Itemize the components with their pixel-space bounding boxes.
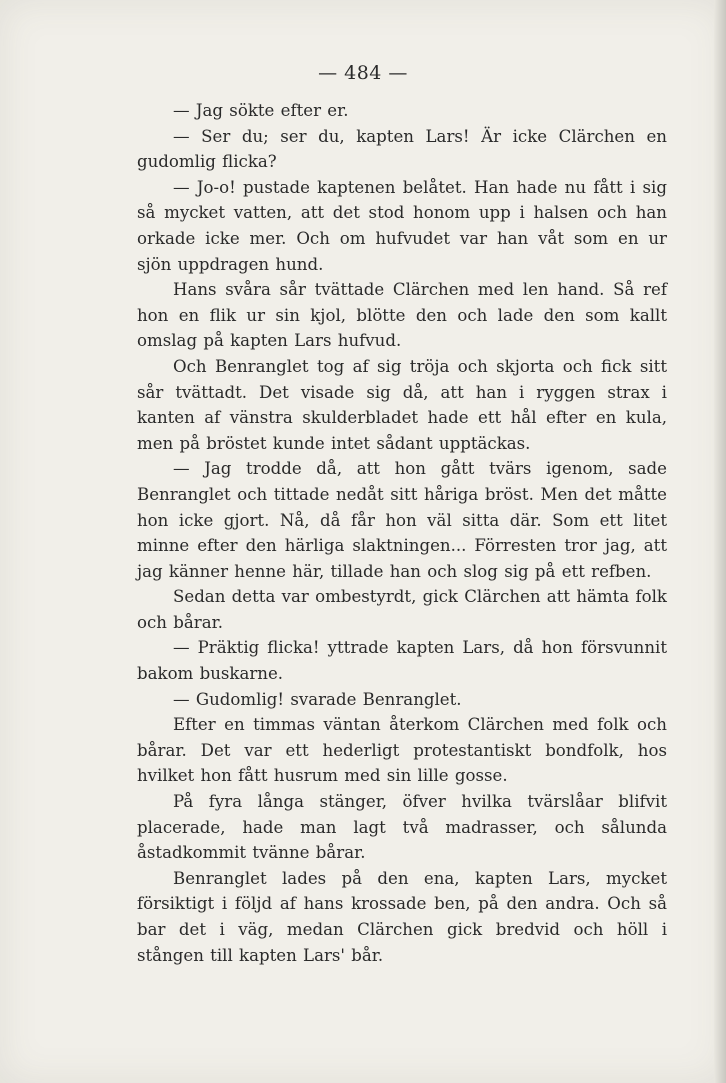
paragraph-3: — Jo-o! pustade kaptenen belåtet. Han hade nu fått i sig så mycket vatten, att det stod honom upp i halsen och han orkade icke mer. Och om hufvudet var han våt som en ur sjön uppdragen hund. xyxy=(137,177,667,274)
paragraph-4: Hans svåra sår tvättade Clärchen med len hand. Så ref hon en flik ur sin kjol, blötte den och lade den som kallt omslag på kapten Lars hufvud. xyxy=(137,280,667,351)
paragraph-5: Och Benranglet tog af sig tröja och skjorta och fick sitt sår tvättadt. Det visade sig då, att han i ryggen strax i kanten af vänstra skulderbladet hade ett hål efter en kula, men på bröstet kunde intet sådant upptäckas. xyxy=(137,356,667,453)
paragraph-8: — Präktig flicka! yttrade kapten Lars, då hon försvunnit bakom buskarne. xyxy=(137,638,667,684)
paragraph-6: — Jag trodde då, att hon gått tvärs igenom, sade Benranglet och tittade nedåt sitt håriga bröst. Men det måtte hon icke gjort. Nå, då får hon väl sitta där. Som ett litet minne efter den härliga slaktningen... Förresten tror jag, att jag känner henne här, tillade han och slog sig på ett refben. xyxy=(137,459,667,581)
paragraph-2: — Ser du; ser du, kapten Lars! Är icke Clärchen en gudomlig flicka? xyxy=(137,126,667,172)
page-edge-shadow xyxy=(714,0,726,1083)
paragraph-1: — Jag sökte efter er. xyxy=(173,101,349,120)
paragraph-12: Benranglet lades på den ena, kapten Lars, mycket försiktigt i följd af hans krossade ben, på den andra. Och så bar det i väg, medan Clärchen gick bredvid och höll i stången till kapten Lars' bår. xyxy=(137,868,667,965)
paragraph-11: På fyra långa stänger, öfver hvilka tvärslåar blifvit placerade, hade man lagt två madrasser, och sålunda åstadkommit tvänne bårar. xyxy=(137,792,667,863)
paragraph-10: Efter en timmas väntan återkom Clärchen med folk och bårar. Det var ett hederligt protestantiskt bondfolk, hos hvilket hon fått husrum med sin lille gosse. xyxy=(137,715,667,786)
paragraph-9: — Gudomlig! svarade Benranglet. xyxy=(173,689,462,709)
page-number: — 484 — xyxy=(318,62,408,84)
body-text xyxy=(137,98,667,968)
paragraph-7: Sedan detta var ombestyrdt, gick Clärchen att hämta folk och bårar. xyxy=(137,587,667,632)
